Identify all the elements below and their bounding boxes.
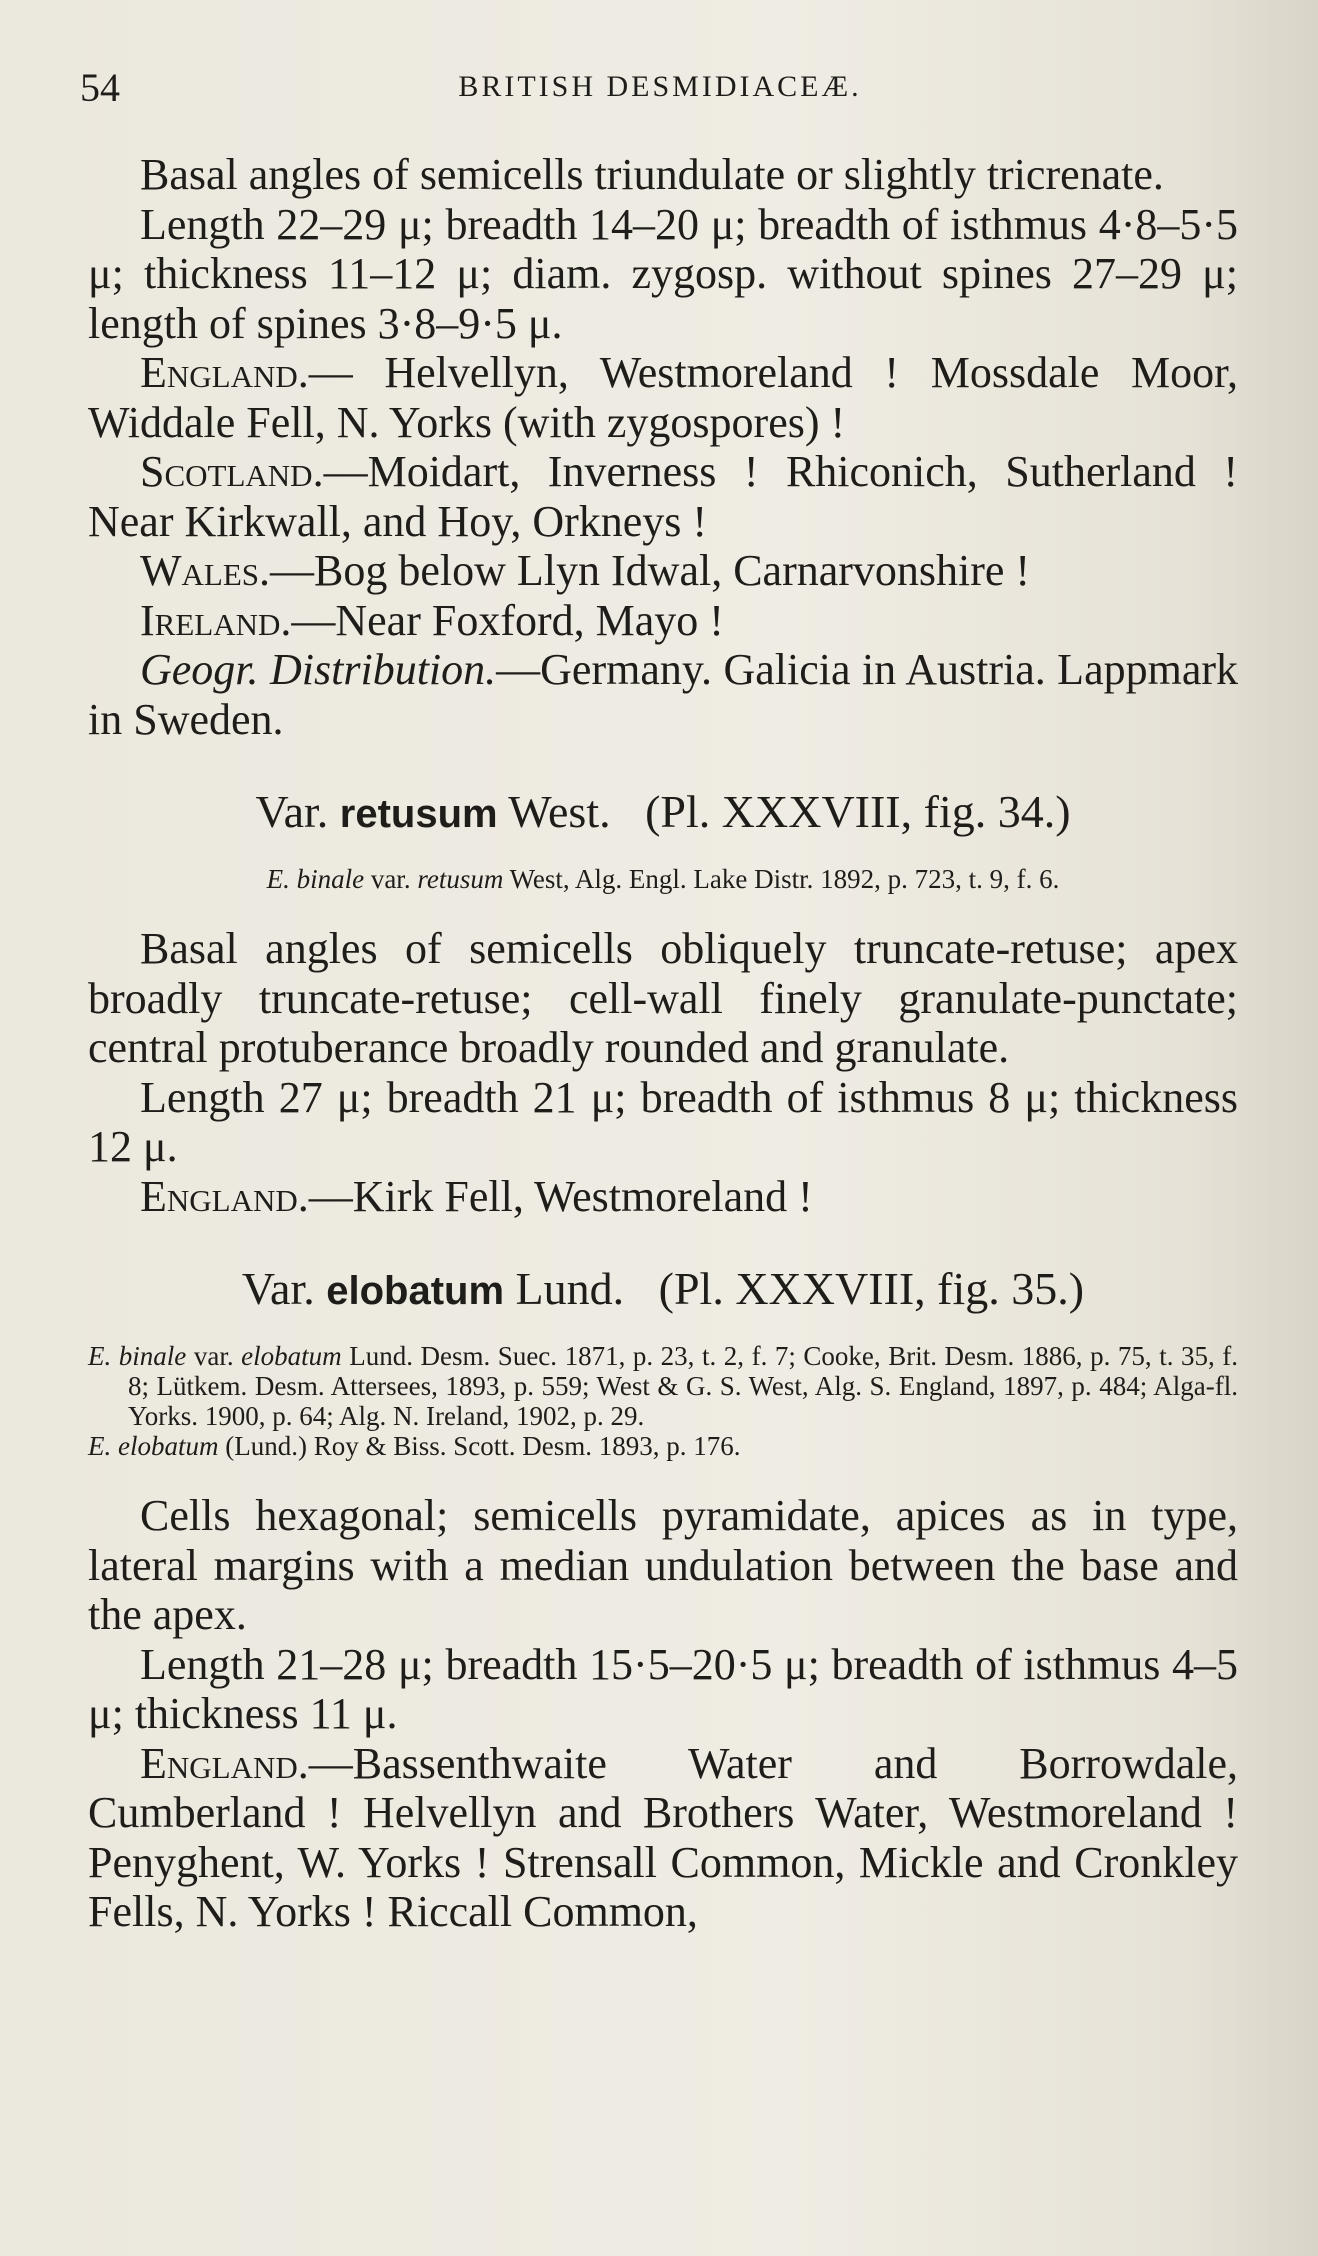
intro-scotland [88,447,1238,546]
locality-text: —Bassenthwaite Water and Borrowdale, Cumberland ! Helvellyn and Brothers Water, Westmoreland ! Penyghent, W. Yorks ! Strensall Common, Mickle and Cronkley Fells, N. Yorks ! Riccall Common, [88,1738,1238,1936]
intro-distribution [88,645,1238,744]
page-body [88,150,1238,1937]
variety-name: retusum [339,792,498,836]
citation: E. elobatum (Lund.) Roy & Biss. Scott. Desm. 1893, p. 176. [88,1431,741,1461]
elobatum-description: Cells hexagonal; semicells pyramidate, apices as in type, lateral margins with a median undulation between the base and the apex. [88,1491,1238,1639]
distribution-label: Geogr. Distribution. [140,645,497,694]
locality-text: —Moidart, Inverness ! Rhiconich, Sutherland ! Near Kirkwall, and Hoy, Orkneys ! [88,447,1238,546]
intro-england [88,348,1238,447]
citation: E. binale var. retusum West, Alg. Engl. Lake Distr. 1892, p. 723, t. 9, f. 6. [266,864,1060,894]
region-label: England. [140,348,309,397]
page-number: 54 [80,65,120,110]
retusum-england [88,1172,1238,1222]
plate-reference: (Pl. XXXVIII, fig. 34.) [645,786,1071,837]
intro-measurements: Length 22–29 μ; breadth 14–20 μ; breadth of isthmus 4·8–5·5 μ; thickness 11–12 μ; diam. zygosp. without spines 27–29 μ; length of spines 3·8–9·5 μ. [88,199,1238,348]
running-title: BRITISH DESMIDIACEÆ. [458,70,862,103]
region-label: Wales. [140,546,271,595]
elobatum-measurements: Length 21–28 μ; breadth 15·5–20·5 μ; breadth of isthmus 4–5 μ; thickness 11 μ. [88,1639,1238,1738]
retusum-description: Basal angles of semicells obliquely truncate-retuse; apex broadly truncate-retuse; cell-wall finely granulate-punctate; central protuberance broadly rounded and granulate. [88,924,1238,1072]
locality-text: —Near Foxford, Mayo ! [291,595,724,645]
intro-description: Basal angles of semicells triundulate or slightly tricrenate. [140,150,1164,199]
citation: E. binale var. elobatum Lund. Desm. Suec. 1871, p. 23, t. 2, f. 7; Cooke, Brit. Desm. 1886, p. 75, t. 35, f. 8; Lütkem. Desm. Attersees, 1893, p. 559; West & G. S. West, Alg. S. England, 1897, p. 484; Alga-fl. Yorks. 1900, p. 64; Alg. N. Ireland, 1902, p. 29. [88,1341,1239,1431]
intro-wales [88,546,1238,596]
plate-reference: (Pl. XXXVIII, fig. 35.) [658,1263,1085,1314]
variety-heading-retusum: Var. retusum West. (Pl. XXXVIII, fig. 34.) [255,786,1071,837]
region-label: England. [140,1171,309,1221]
region-label: Ireland. [140,595,292,645]
distribution-text: —Germany. Galicia in Austria. Lappmark in Sweden. [88,645,1238,744]
region-label: England. [140,1738,309,1788]
synonymy-elobatum [88,1341,1238,1461]
locality-text: —Kirk Fell, Westmoreland ! [308,1171,813,1221]
locality-text: — Helvellyn, Westmoreland ! Mossdale Moor, Widdale Fell, N. Yorks (with zygospores) ! [88,348,1238,447]
synonymy-retusum [88,864,1238,894]
variety-heading-elobatum: Var. elobatum Lund. (Pl. XXXVIII, fig. 35.) [241,1263,1085,1314]
variety-name: elobatum [326,1269,505,1313]
page-header [80,64,1240,116]
retusum-measurements: Length 27 μ; breadth 21 μ; breadth of isthmus 8 μ; thickness 12 μ. [88,1072,1238,1171]
locality-text: —Bog below Llyn Idwal, Carnarvonshire ! [270,546,1031,595]
elobatum-england [88,1739,1238,1937]
intro-ireland [88,596,1238,646]
region-label: Scotland. [140,447,324,496]
